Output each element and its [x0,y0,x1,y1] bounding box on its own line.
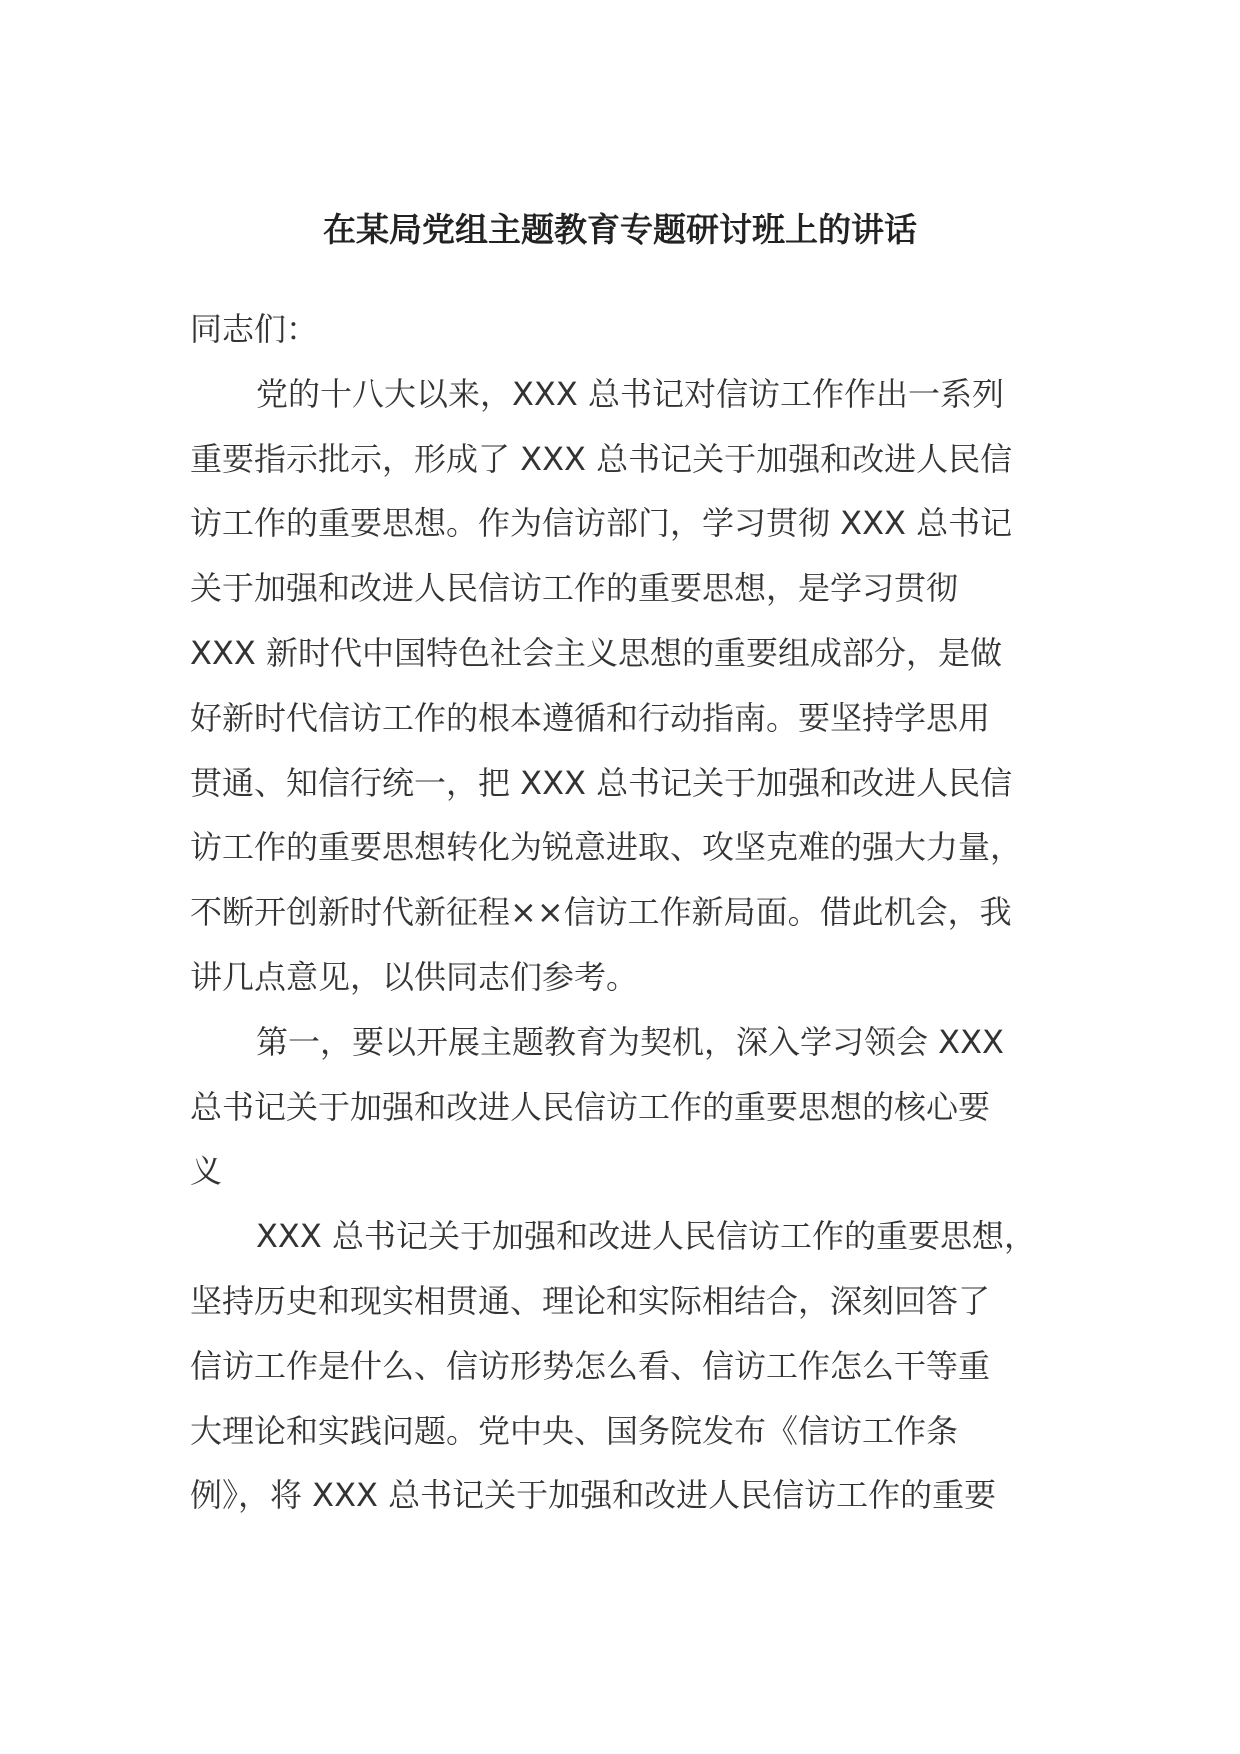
text-line: 同志们： [190,310,319,348]
text-line: 党的十八大以来，XXX 总书记对信访工作作出一系列 [256,374,1004,413]
document-body [190,297,1070,1528]
text-line: 贯通、知信行统一，把 XXX 总书记关于加强和改进人民信 [190,763,1013,802]
text-line: 重要指示批示，形成了 XXX 总书记关于加强和改进人民信 [190,439,1013,478]
text-line: 访工作的重要思想转化为锐意进取、攻坚克难的强大力量， [190,828,1023,867]
text-line: 第一，要以开展主题教育为契机，深入学习领会 XXX [256,1022,1004,1061]
text-line: XXX 总书记关于加强和改进人民信访工作的重要思想， [256,1217,1036,1256]
text-line: 好新时代信访工作的根本遵循和行动指南。要坚持学思用 [190,698,991,737]
text-line: 坚持历史和现实相贯通、理论和实际相结合，深刻回答了 [190,1281,991,1320]
text-line: 义 [190,1152,223,1191]
text-line: 大理论和实践问题。党中央、国务院发布《信访工作条 [190,1411,959,1450]
text-line: 例》，将 XXX 总书记关于加强和改进人民信访工作的重要 [190,1476,997,1515]
text-line: 讲几点意见，以供同志们参考。 [190,957,639,996]
text-line: XXX 新时代中国特色社会主义思想的重要组成部分，是做 [190,633,1002,672]
document-title: 在某局党组主题教育专题研讨班上的讲话 [323,210,917,249]
text-line: 不断开创新时代新征程××信访工作新局面。借此机会，我 [190,893,1012,932]
text-line: 访工作的重要思想。作为信访部门，学习贯彻 XXX 总书记 [190,504,1013,543]
text-line: 总书记关于加强和改进人民信访工作的重要思想的核心要 [190,1087,991,1126]
text-line: 信访工作是什么、信访形势怎么看、信访工作怎么干等重 [190,1346,991,1385]
text-line: 关于加强和改进人民信访工作的重要思想，是学习贯彻 [190,569,959,608]
